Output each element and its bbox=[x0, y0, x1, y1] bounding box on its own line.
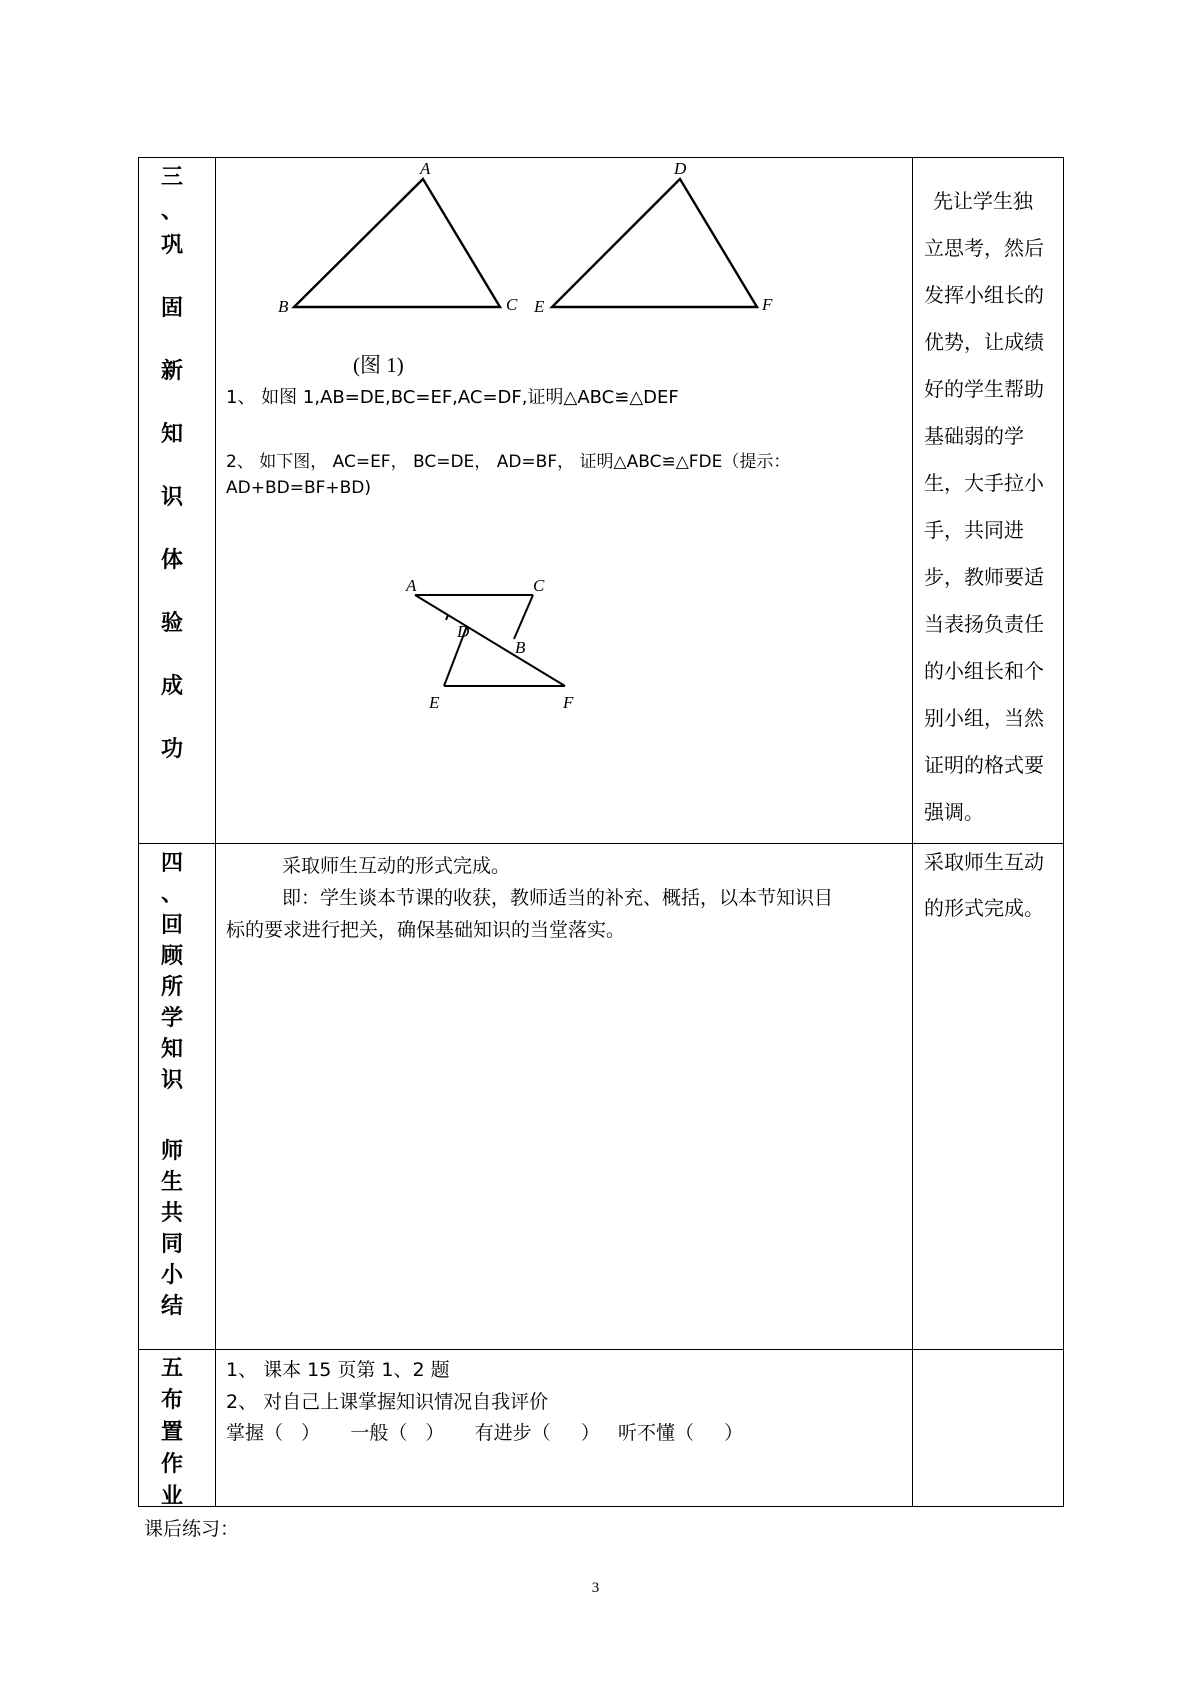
section5-header-char: 作 bbox=[160, 1452, 183, 1477]
section4-header-char: 师 bbox=[160, 1139, 183, 1164]
note-line: 强调。 bbox=[924, 800, 984, 824]
note-line: 优势，让成绩 bbox=[924, 330, 1044, 354]
section5-header-char: 置 bbox=[160, 1420, 183, 1445]
self-evaluation-line: 掌握（ ） 一般（ ） 有进步（ ） 听不懂（ ） bbox=[226, 1422, 744, 1444]
fig1-label-c: C bbox=[506, 295, 518, 314]
section4-header-char: 学 bbox=[160, 1006, 183, 1031]
segment-d-tick bbox=[446, 615, 448, 620]
section5-header bbox=[148, 1353, 196, 1513]
fig2-label-d: D bbox=[457, 622, 470, 641]
note-line: 步，教师要适 bbox=[924, 565, 1044, 589]
column-divider-1 bbox=[215, 158, 216, 1506]
note-line: 当表扬负责任 bbox=[924, 612, 1044, 636]
section4-header-spacer bbox=[148, 1096, 196, 1136]
section3-header-char: 巩 bbox=[160, 233, 183, 258]
fig2-label-b: B bbox=[515, 638, 526, 657]
section4-header-char: 识 bbox=[160, 1068, 183, 1093]
note-line: 的形式完成。 bbox=[924, 896, 1044, 920]
note-line: 基础弱的学 bbox=[924, 424, 1024, 448]
segment-cb bbox=[514, 595, 533, 639]
section4-header-char: 顾 bbox=[160, 944, 183, 969]
section4-header-char: 结 bbox=[160, 1294, 183, 1319]
segment-af bbox=[415, 595, 565, 686]
section4-header-char: 同 bbox=[160, 1232, 183, 1257]
section3-header-char: 新 bbox=[160, 359, 183, 384]
note-line: 发挥小组长的 bbox=[924, 283, 1044, 307]
section4-line1: 采取师生互动的形式完成。 bbox=[282, 855, 511, 877]
section4-header-char: 知 bbox=[160, 1037, 183, 1062]
homework-line1: 1、 课本 15 页第 1、2 题 bbox=[226, 1359, 450, 1381]
question-2-line1: 2、 如下图， AC=EF， BC=DE， AD=BF， 证明△ABC≌△FDE（提示： bbox=[226, 452, 791, 472]
fig2-label-e: E bbox=[429, 693, 440, 712]
section4-header-char: 小 bbox=[160, 1263, 183, 1288]
section5-header-char: 业 bbox=[160, 1484, 183, 1509]
section3-header-char: 固 bbox=[160, 296, 183, 321]
section4-header bbox=[148, 848, 196, 1322]
section3-header bbox=[148, 160, 196, 795]
fig2-label-f: F bbox=[563, 693, 574, 712]
note-line: 好的学生帮助 bbox=[924, 377, 1044, 401]
section4-header-char: 四 bbox=[160, 851, 183, 876]
figure1-caption: (图 1) bbox=[353, 353, 404, 377]
note-line: 的小组长和个 bbox=[924, 659, 1044, 683]
fig1-label-f: F bbox=[762, 295, 773, 314]
note-line: 立思考，然后 bbox=[924, 236, 1044, 260]
question-2-line2: AD+BD=BF+BD) bbox=[226, 478, 372, 498]
section4-header-char: 所 bbox=[160, 975, 183, 1000]
triangle-def bbox=[552, 179, 757, 307]
section3-header-char: 知 bbox=[160, 422, 183, 447]
after-class-practice: 课后练习： bbox=[144, 1518, 240, 1540]
section5-header-char: 布 bbox=[160, 1388, 183, 1413]
question-1: 1、 如图 1,AB=DE,BC=EF,AC=DF,证明△ABC≌△DEF bbox=[226, 387, 679, 408]
section3-header-char: 成 bbox=[160, 674, 183, 699]
fig1-label-e: E bbox=[534, 297, 545, 316]
row-divider-2 bbox=[139, 1349, 1063, 1350]
section3-header-char: 体 bbox=[160, 548, 183, 573]
note-line: 别小组，当然 bbox=[924, 706, 1044, 730]
note-line: 先让学生独 bbox=[933, 189, 1033, 213]
section3-note bbox=[924, 178, 1059, 836]
note-line: 采取师生互动 bbox=[924, 850, 1044, 874]
note-line: 手，共同进 bbox=[924, 518, 1024, 542]
note-line: 证明的格式要 bbox=[924, 753, 1044, 777]
section3-header-char: 功 bbox=[160, 737, 183, 762]
column-divider-2 bbox=[912, 158, 913, 1506]
section3-header-char: 三 bbox=[160, 165, 183, 190]
section3-header-char: 验 bbox=[160, 611, 183, 636]
fig1-label-b: B bbox=[278, 297, 289, 316]
section4-header-char: 生 bbox=[160, 1170, 183, 1195]
triangle-abc bbox=[294, 179, 500, 307]
page-number: 3 bbox=[591, 1580, 600, 1596]
fig1-label-d: D bbox=[674, 159, 687, 178]
note-line: 生，大手拉小 bbox=[924, 471, 1044, 495]
figure2-diagram bbox=[395, 570, 590, 720]
fig2-label-a: A bbox=[406, 576, 417, 595]
fig2-label-c: C bbox=[533, 576, 545, 595]
section4-line2: 即：学生谈本节课的收获，教师适当的补充、概括，以本节知识目 bbox=[282, 887, 834, 909]
section3-header-char: 识 bbox=[160, 485, 183, 510]
figure1-triangles bbox=[270, 155, 790, 330]
fig1-label-a: A bbox=[420, 159, 431, 178]
section4-header-char: 、 bbox=[160, 882, 183, 907]
section4-note bbox=[924, 839, 1059, 931]
section4-line3: 标的要求进行把关，确保基础知识的当堂落实。 bbox=[226, 919, 626, 941]
section3-header-char: 、 bbox=[160, 199, 183, 224]
section5-header-char: 五 bbox=[160, 1356, 183, 1381]
homework-line2: 2、 对自己上课掌握知识情况自我评价 bbox=[226, 1391, 549, 1413]
section4-header-char: 共 bbox=[160, 1201, 183, 1226]
section4-header-char: 回 bbox=[160, 913, 183, 938]
